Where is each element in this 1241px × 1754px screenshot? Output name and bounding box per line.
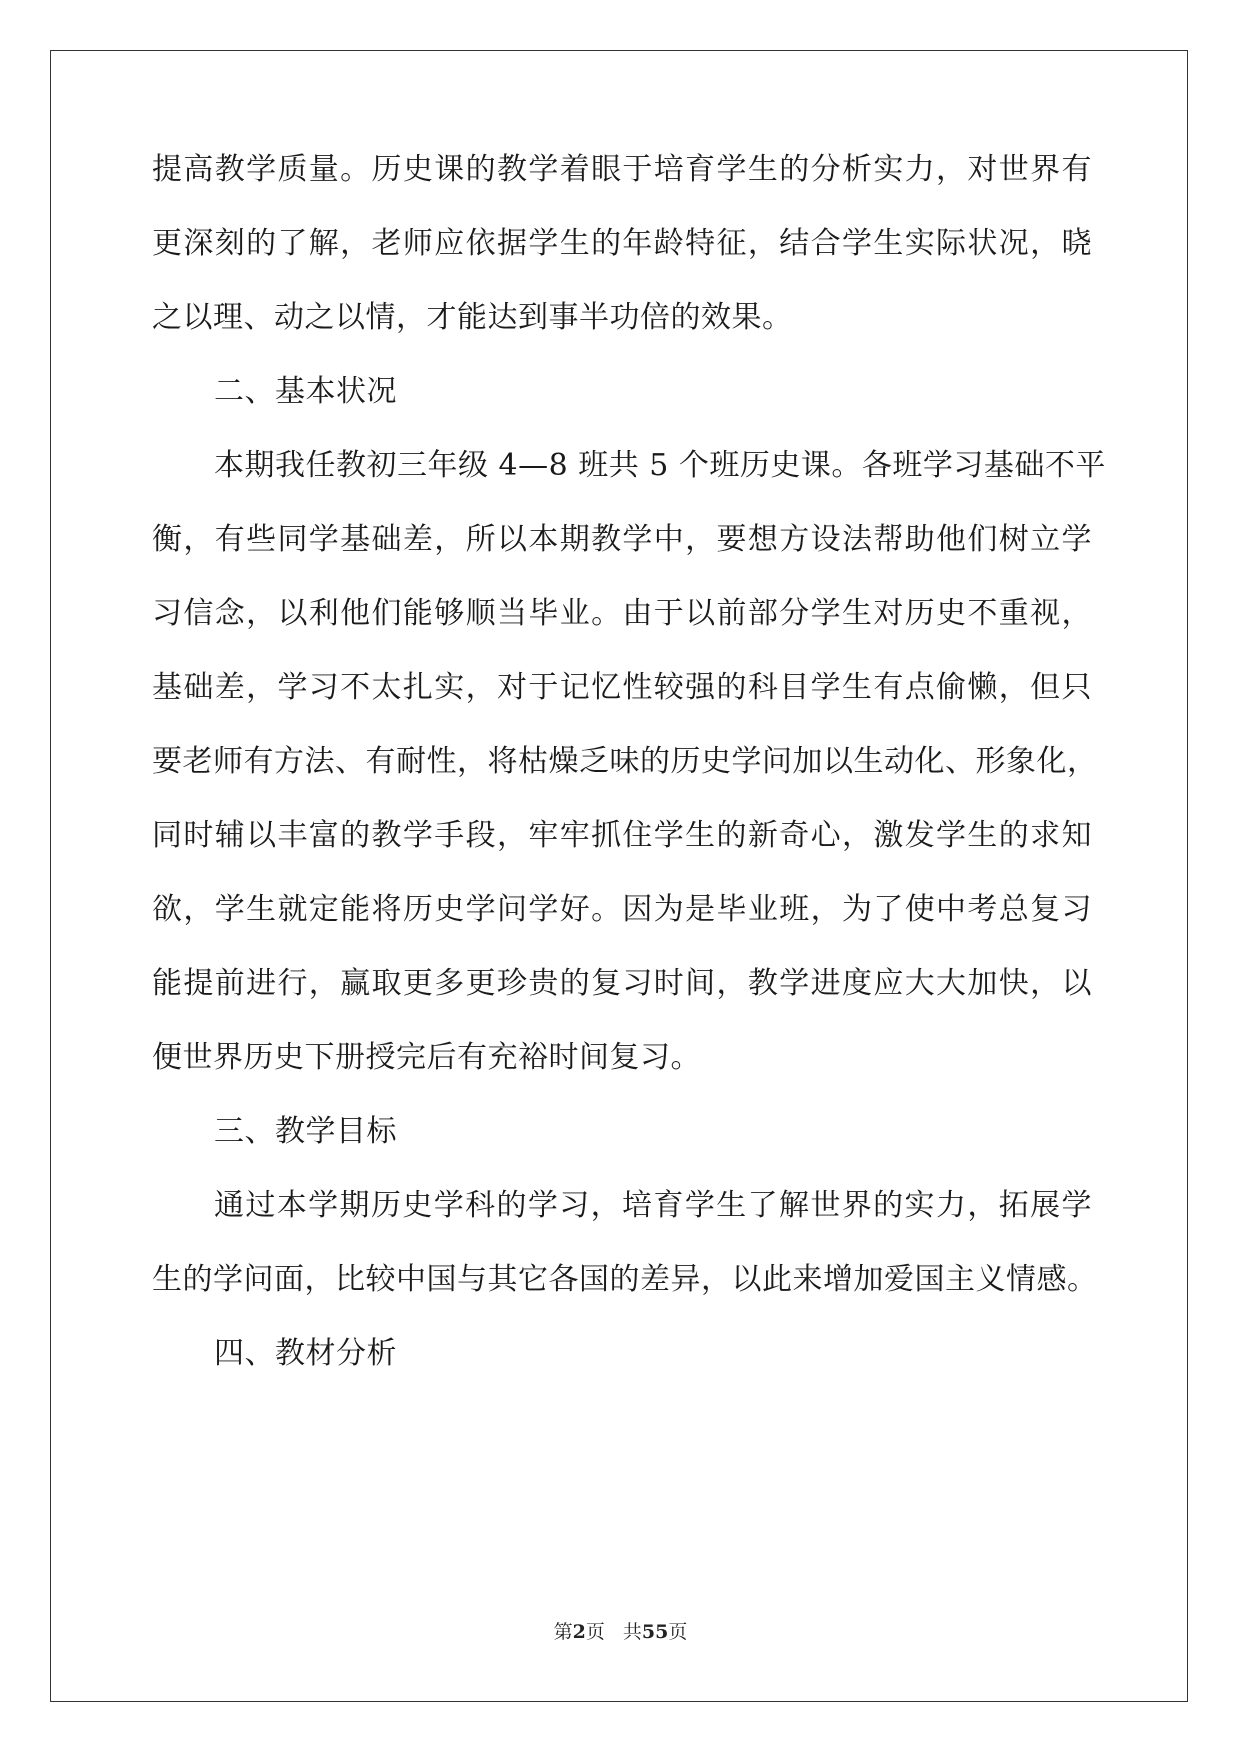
paragraph-line: 本期我任教初三年级 4—8 班共 5 个班历史课。各班学习基础不平 [214, 448, 1106, 483]
total-suffix: 页 [668, 1621, 688, 1643]
paragraph-line: 之以理、动之以情，才能达到事半功倍的效果。 [152, 300, 793, 335]
paragraph-line: 提高教学质量。历史课的教学着眼于培育学生的分析实力，对世界有 [152, 152, 1092, 187]
page-number: 2 [572, 1621, 586, 1643]
paragraph-line: 衡，有些同学基础差，所以本期教学中，要想方设法帮助他们树立学 [152, 522, 1092, 557]
paragraph-line: 欲，学生就定能将历史学问学好。因为是毕业班，为了使中考总复习 [152, 892, 1092, 927]
section-heading-textbook-analysis: 四、教材分析 [214, 1336, 397, 1371]
paragraph-line: 通过本学期历史学科的学习，培育学生了解世界的实力，拓展学 [214, 1188, 1092, 1223]
paragraph-line: 基础差，学习不太扎实，对于记忆性较强的科目学生有点偷懒，但只 [152, 670, 1092, 705]
paragraph-line: 便世界历史下册授完后有充裕时间复习。 [152, 1040, 701, 1075]
paragraph-line: 习信念，以利他们能够顺当毕业。由于以前部分学生对历史不重视， [152, 596, 1092, 631]
page-suffix: 页 [585, 1621, 605, 1643]
paragraph-line: 同时辅以丰富的教学手段，牢牢抓住学生的新奇心，激发学生的求知 [152, 818, 1092, 853]
paragraph-line: 生的学问面，比较中国与其它各国的差异，以此来增加爱国主义情感。 [152, 1262, 1098, 1297]
paragraph-line: 更深刻的了解，老师应依据学生的年龄特征，结合学生实际状况，晓 [152, 226, 1092, 261]
paragraph-line: 要老师有方法、有耐性，将枯燥乏味的历史学问加以生动化、形象化， [152, 744, 1098, 779]
paragraph-line: 能提前进行，赢取更多更珍贵的复习时间，教学进度应大大加快，以 [152, 966, 1092, 1001]
page-prefix: 第 [553, 1621, 573, 1643]
total-pages: 55 [641, 1621, 669, 1643]
page-footer [0, 1620, 1241, 1644]
section-heading-basic-situation: 二、基本状况 [214, 374, 397, 409]
section-heading-teaching-goals: 三、教学目标 [214, 1114, 397, 1149]
total-prefix: 共 [622, 1621, 642, 1643]
